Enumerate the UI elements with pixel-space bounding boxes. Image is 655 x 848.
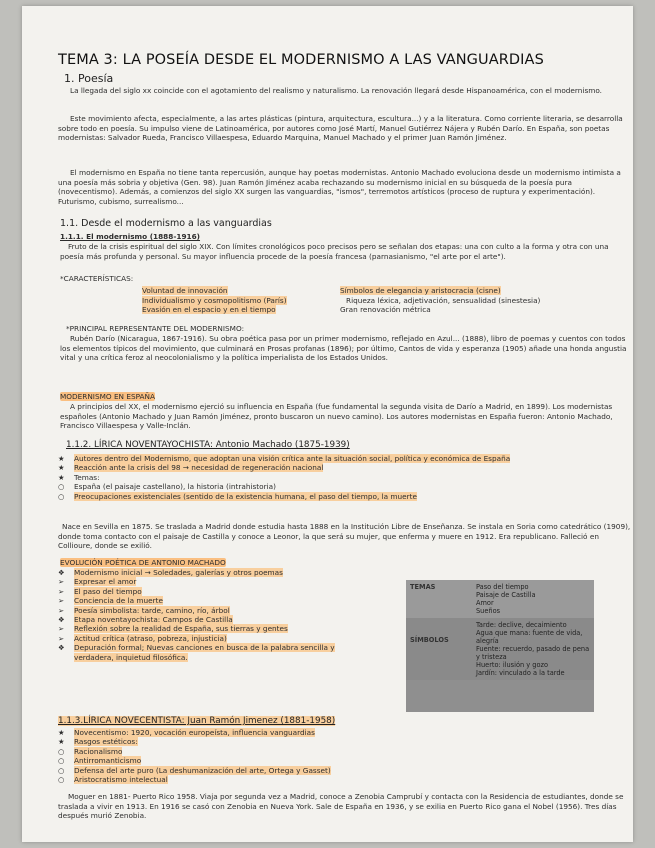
s112-bullet-list	[58, 454, 510, 501]
list-item: ➢ Reflexión sobre la realidad de España, sus tierras y gentes	[58, 624, 288, 634]
caracteristica-item: Individualismo y cosmopolitismo (París)	[142, 295, 287, 305]
list-item: ○ Aristocratismo intelectual	[58, 775, 168, 785]
intro-paragraph-3: El modernismo en España no tiene tanta repercusión, aunque hay poetas modernistas. Antonio Machado evoluciona desde un modernismo intimista a una poesía más sobria y objetiva (Gen. 98). Juan Ramón Jiménez acaba rechazando su modernismo inicial en su búsqueda de la poesía pura (novecentismo). Además, a comienzos del siglo XX surgen las vanguardias, "ismos", terremotos artísticos (proceso de ruptura y experimentación). Futurismo, cubismo, surrealismo...	[58, 168, 621, 206]
list-item: ➢ Poesía simbolista: tarde, camino, río, árbol	[58, 605, 230, 615]
list-item: ★ Rasgos estéticos:	[58, 737, 138, 747]
machado-bio: Nace en Sevilla en 1875. Se traslada a Madrid donde estudia hasta 1888 en la Institución Libre de Enseñanza. Se instala en Soria como catedrático (1909), donde toma contacto con el paisaje de Castilla y conoce a Leonor, la que será su mujer, que enferma y muere en 1912. Era republicano. Falleció en Collioure, donde se exilió.	[58, 522, 631, 551]
evolucion-heading: EVOLUCIÓN POÉTICA DE ANTONIO MACHADO	[60, 558, 226, 567]
list-item: ★ Reacción ante la crisis del 98 → necesidad de regeneración nacional	[58, 463, 324, 473]
caracteristicas-right-list	[340, 286, 540, 315]
jrj-bio: Moguer en 1881- Puerto Rico 1958. Viaja por segunda vez a Madrid, conoce a Zenobia Camprubí y contacta con la Residencia de estudiantes, donde se traslada a vivir en 1913. En 1916 se casó con Zenobia en Nueva York. Sale de España en 1936, y se exilia en Puerto Rico gana el Nobel (1956). Tres días después murió Zenobia.	[58, 792, 624, 821]
simbolos-label: SÍMBOLOS	[410, 636, 449, 644]
list-item: verdadera, inquietud filosófica.	[74, 652, 188, 662]
temas-values: Paso del tiempo Paisaje de Castilla Amor Sueños	[476, 583, 536, 615]
list-item: ★ Novecentismo: 1920, vocación europeísta, influencia vanguardias	[58, 728, 315, 737]
list-item: ❖ Depuración formal; Nuevas canciones en busca de la palabra sencilla y	[58, 643, 335, 653]
caracteristicas-label: *CARACTERÍSTICAS:	[60, 274, 134, 283]
caracteristicas-left-list	[142, 286, 287, 315]
list-item: ❖ Etapa noventayochista: Campos de Castilla	[58, 615, 233, 625]
caracteristica-item: Voluntad de innovación	[142, 286, 228, 295]
list-item: ➢ Conciencia de la muerte	[58, 596, 163, 606]
espana-label: MODERNISMO EN ESPAÑA	[60, 392, 155, 401]
principal-label: *PRINCIPAL REPRESENTANTE DEL MODERNISMO:	[66, 324, 245, 333]
list-item: ○ Preocupaciones existenciales (sentido de la existencia humana, el paso del tiempo, la muerte	[58, 491, 417, 501]
section-1-heading: 1. Poesía	[64, 72, 114, 85]
section-1-1-heading: 1.1. Desde el modernismo a las vanguardias	[60, 218, 272, 229]
section-1-1-2-heading: 1.1.2. LÍRICA NOVENTAYOCHISTA: Antonio Machado (1875-1939)	[66, 440, 350, 450]
document-page	[22, 6, 633, 842]
page-title: TEMA 3: LA POSEÍA DESDE EL MODERNISMO A LAS VANGUARDIAS	[58, 52, 544, 68]
list-item: ★ Autores dentro del Modernismo, que adoptan una visión crítica ante la situación social, política y económica de España	[58, 454, 511, 463]
section-1-1-1-heading: 1.1.1. El modernismo (1888-1916)	[60, 232, 201, 241]
s113-bullet-list	[58, 728, 331, 784]
list-item: ➢ El paso del tiempo	[58, 586, 142, 596]
caracteristica-item: Riqueza léxica, adjetivación, sensualidad (sinestesia)	[346, 295, 541, 305]
caracteristica-item: Símbolos de elegancia y aristocracia (cisne)	[340, 286, 501, 295]
temas-simbolos-table	[406, 580, 594, 712]
section-1-1-3-heading: 1.1.3.LÍRICA NOVECENTISTA: Juan Ramón Jimenez (1881-1958)	[58, 716, 336, 726]
espana-paragraph: A principios del XX, el modernismo ejerció su influencia en España (fue fundamental la segunda visita de Darío a Madrid, en 1899). Los modernistas españoles (Antonio Machado y Juan Ramón Jiménez, pronto buscaron un nuevo camino). Los autores modernistas en España fueron: Antonio Machado, Francisco Villaespesa y Valle-Inclán.	[60, 402, 613, 431]
simbolos-values: Tarde: declive, decaimiento Agua que mana: fuente de vida, alegría Fuente: recuerdo, pasado de pena y tristeza Huerto: ilusión y gozo Jardín: vinculado a la tarde	[476, 621, 590, 677]
list-item: ➢ Actitud crítica (atraso, pobreza, injusticia)	[58, 633, 227, 643]
list-item: ○ España (el paisaje castellano), la historia (intrahistoria)	[58, 482, 276, 492]
caracteristica-item: Gran renovación métrica	[340, 305, 431, 315]
principal-paragraph: Rubén Darío (Nicaragua, 1867-1916). Su obra poética pasa por un primer modernismo, reflejado en Azul... (1888), libro de poemas y cuentos con todos los elementos típicos del movimiento, que culminará en Prosas profanas (1896); por último, Cantos de vida y esperanza (1905) añade una honda angustia vital y una crítica feroz al neocolonialismo y la política imperialista de los Estados Unidos.	[60, 334, 627, 363]
list-item: ❖ Modernismo inicial → Soledades, galerías y otros poemas	[58, 568, 283, 577]
caracteristica-item: Evasión en el espacio y en el tiempo	[142, 305, 276, 315]
list-item: ○ Antirromanticismo	[58, 756, 142, 766]
evolucion-list	[58, 568, 335, 662]
list-item: ★ Temas:	[58, 472, 100, 482]
list-item: ○ Racionalismo	[58, 746, 123, 756]
temas-label: TEMAS	[410, 583, 436, 591]
intro-paragraph-1: La llegada del siglo xx coincide con el agotamiento del realismo y naturalismo. La renovación llegará desde Hispanoamérica, con el modernismo.	[70, 86, 603, 95]
modernismo-paragraph: Fruto de la crisis espiritual del siglo XIX. Con límites cronológicos poco precisos pero se señalan dos etapas: una con culto a la forma y otra con una poesía más profunda y personal. Su mayor influencia procede de la poesía francesa (parnasianismo, "el arte por el arte").	[60, 242, 609, 261]
list-item: ○ Defensa del arte puro (La deshumanización del arte, Ortega y Gasset)	[58, 765, 331, 775]
list-item: ➢ Expresar el amor	[58, 577, 137, 587]
intro-paragraph-2: Este movimiento afecta, especialmente, a las artes plásticas (pintura, arquitectura, escultura...) y a la literatura. Como corriente literaria, se desarrolla sobre todo en poesía. Su impulso viene de Latinoamérica, por autores como José Martí, Manuel Gutiérrez Nájera y Rubén Darío. En España, son poetas modernistas: Salvador Rueda, Francisco Villaespesa, Eduardo Marquina, Manuel Machado y el primer Juan Ramón Jiménez.	[58, 114, 623, 143]
